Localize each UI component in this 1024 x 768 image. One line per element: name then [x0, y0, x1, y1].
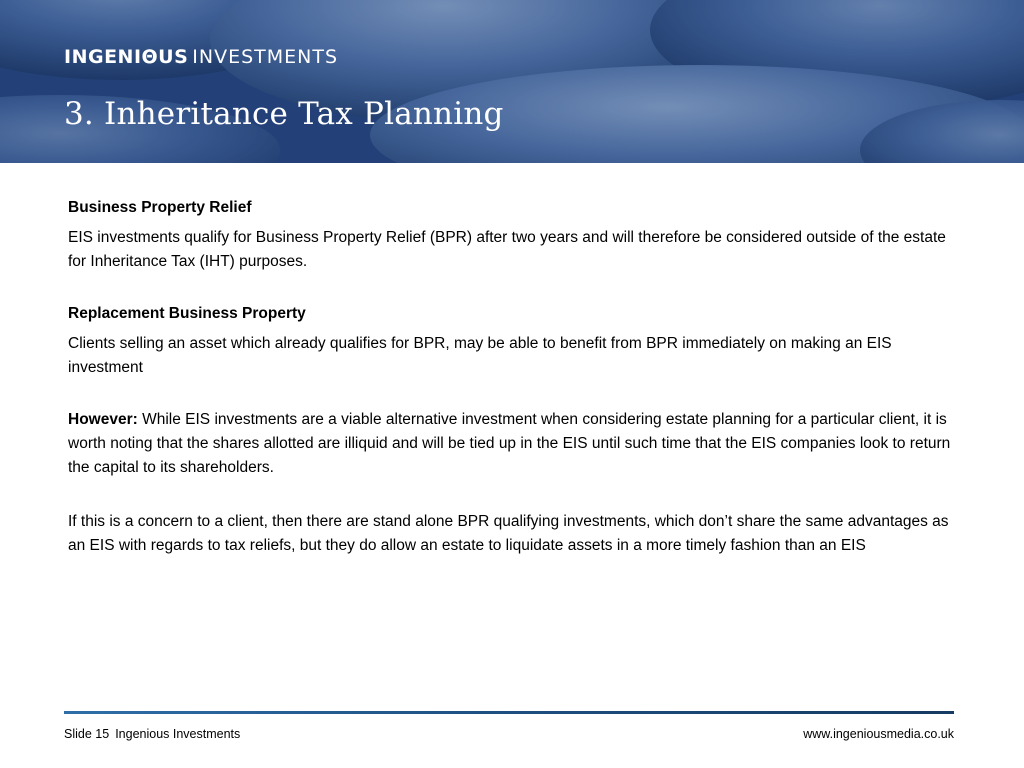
header-background-image	[0, 0, 1024, 163]
section-heading: Replacement Business Property	[68, 305, 306, 322]
section-text: If this is a concern to a client, then there are stand alone BPR qualifying investments, which don’t share the same advantages as an EIS with regards to tax reliefs, but they do allow an estate to liquidate assets in a more timely fashion than an EIS	[68, 513, 949, 554]
section-heading: Business Property Relief	[68, 199, 252, 216]
logo-light-text: INVESTMENTS	[192, 46, 339, 68]
section-text	[68, 408, 958, 480]
section-business-property-relief	[68, 196, 958, 274]
section-replacement-business-property	[68, 302, 958, 380]
slide-title: 3. Inheritance Tax Planning	[64, 96, 504, 132]
however-text: While EIS investments are a viable alternative investment when considering estate planning for a particular client, it is worth noting that the shares allotted are illiquid and will be tied up in the EIS until such time that the EIS companies look to return the capital to its shareholders.	[68, 411, 951, 476]
slide-content	[68, 196, 958, 588]
section-text: Clients selling an asset which already qualifies for BPR, may be able to benefit from BPR immediately on making an EIS investment	[68, 335, 892, 376]
header-banner	[0, 0, 1024, 163]
footer-url: www.ingeniousmedia.co.uk	[803, 727, 954, 741]
footer-divider	[64, 711, 954, 714]
section-text: EIS investments qualify for Business Property Relief (BPR) after two years and will therefore be considered outside of the estate for Inheritance Tax (IHT) purposes.	[68, 229, 946, 270]
section-however	[68, 408, 958, 480]
slide-number: Slide 15	[64, 727, 110, 741]
logo-bold-text: INGENIΘUS	[64, 46, 189, 68]
section-bpr-alternatives	[68, 510, 958, 558]
footer-left	[64, 727, 240, 741]
footer-company: Ingenious Investments	[115, 727, 241, 741]
company-logo	[64, 44, 338, 70]
however-lead: However:	[68, 411, 138, 428]
